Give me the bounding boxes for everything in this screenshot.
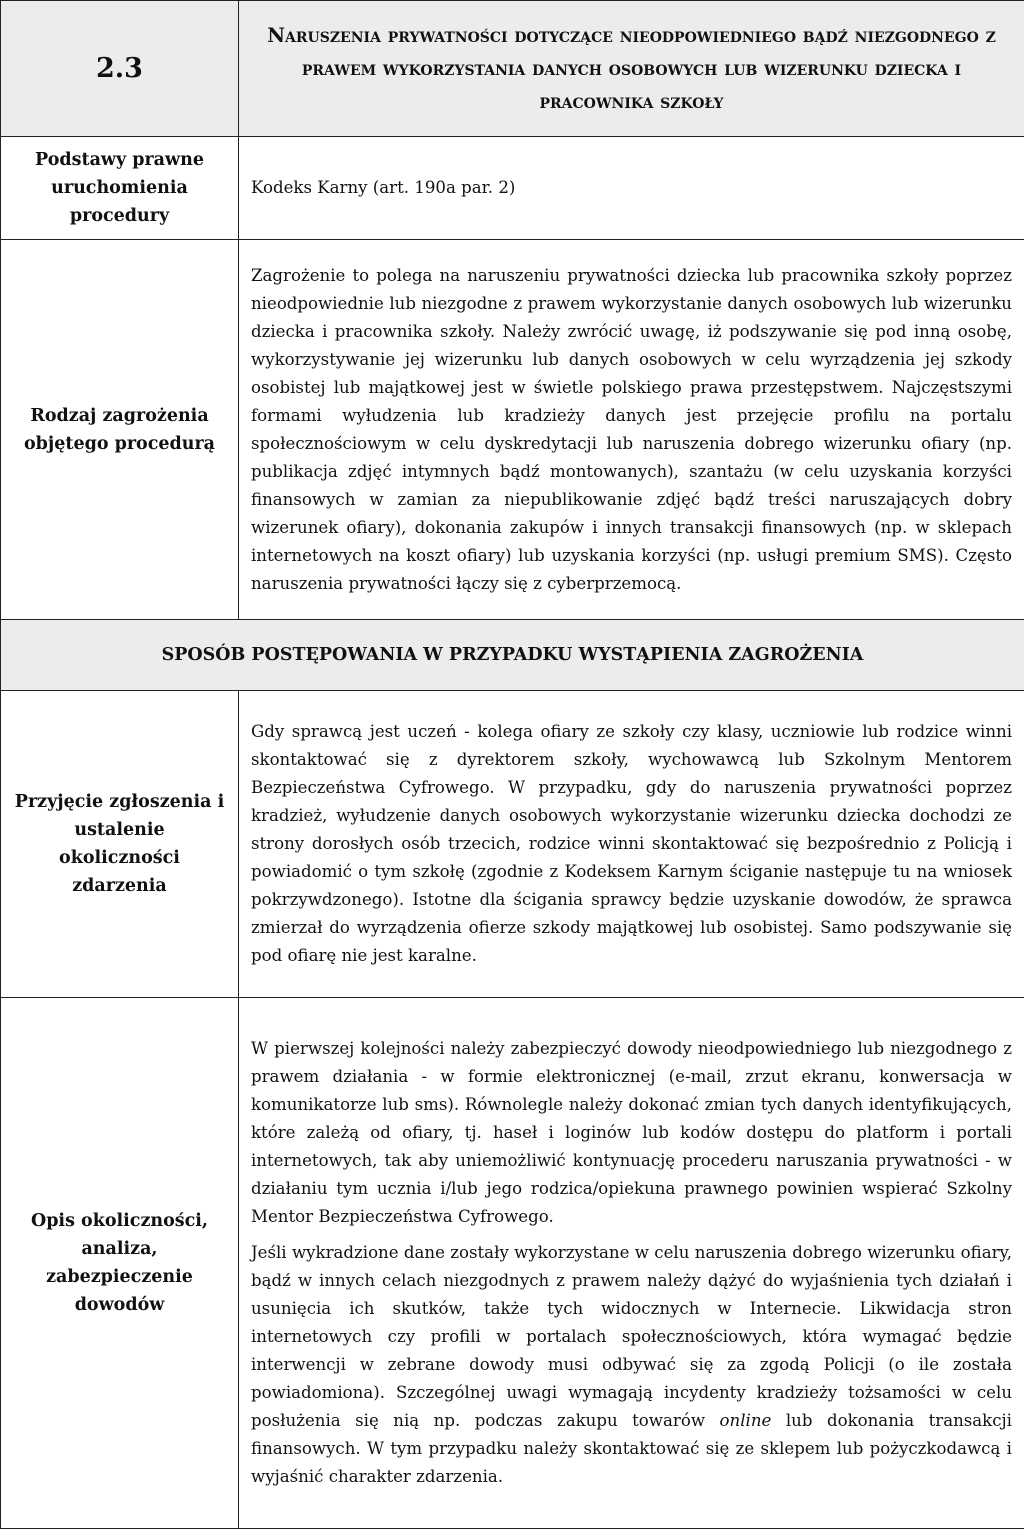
analysis-paragraph-1: W pierwszej kolejności należy zabezpieczyć dowody nieodpowiedniego lub niezgodnego z prawem działania - w formie elektronicznej (e-mail, zrzut ekranu, konwersacja w komunikatorze lub sms). Równolegle należy dokonać zmian tych danych identyfikujących, które zależą od ofiary, tj. haseł i loginów lub kodów dostępu do platform i portali internetowych, tak aby uniemożliwić kontynuację procederu naruszania prywatności - w działaniu tym ucznia i/lub jego rodzica/opiekuna prawnego powinien wspierać Szkolny Mentor Bezpieczeństwa Cyfrowego. bbox=[251, 1035, 1012, 1231]
threat-type-label: Rodzaj zagrożenia objętego procedurą bbox=[1, 240, 239, 620]
section-number: 2.3 bbox=[1, 1, 239, 137]
legal-basis-text: Kodeks Karny (art. 190a par. 2) bbox=[239, 137, 1024, 240]
analysis-row bbox=[1, 998, 1024, 1529]
threat-type-row bbox=[1, 240, 1024, 620]
analysis-online-term: online bbox=[720, 1411, 772, 1430]
legal-basis-row bbox=[1, 137, 1024, 240]
legal-basis-label: Podstawy prawne uruchomienia procedury bbox=[1, 137, 239, 240]
header-row bbox=[1, 1, 1024, 137]
analysis-text bbox=[239, 998, 1024, 1529]
section-heading-row bbox=[1, 620, 1024, 691]
report-row bbox=[1, 691, 1024, 998]
analysis-label: Opis okoliczności, analiza, zabezpieczenie dowodów bbox=[1, 998, 239, 1529]
threat-type-text: Zagrożenie to polega na naruszeniu prywatności dziecka lub pracownika szkoły poprzez nieodpowiednie lub niezgodne z prawem wykorzystanie danych osobowych lub wizerunku dziecka i pracownika szkoły. Należy zwrócić uwagę, iż podszywanie się pod inną osobę, wykorzystywanie jej wizerunku lub danych osobowych w celu wyrządzenia jej szkody osobistej lub majątkowej jest w świetle polskiego prawa przestępstwem. Najczęstszymi formami wyłudzenia lub kradzieży danych jest przejęcie profilu na portalu społecznościowym w celu dyskredytacji lub naruszenia dobrego wizerunku ofiary (np. publikacja zdjęć intymnych bądź montowanych), szantażu (w celu uzyskania korzyści finansowych w zamian za niepublikowanie zdjęć bądź treści naruszających dobry wizerunek ofiary), dokonania zakupów i innych transakcji finansowych (np. w sklepach internetowych na koszt ofiary) lub uzyskania korzyści (np. usługi premium SMS). Często naruszenia prywatności łączy się z cyberprzemocą. bbox=[239, 240, 1024, 620]
analysis-paragraph-2-part-2: lub dokonania transakcji finansowych. W tym przypadku należy skontaktować się ze sklepem lub pożyczkodawcą i wyjaśnić charakter zdarzenia. bbox=[251, 1411, 1012, 1486]
analysis-paragraph-2-part-1: Jeśli wykradzione dane zostały wykorzystane w celu naruszenia dobrego wizerunku ofiary, bądź w innych celach niezgodnych z prawem należy dążyć do wyjaśnienia tych działań i usunięcia ich skutków, także tych widocznych w Internecie. Likwidacja stron internetowych czy profili w portalach społecznościowych, która wymagać będzie interwencji w zebrane dowody musi odbywać się za zgodą Policji (o ile została powiadomiona). Szczególnej uwagi wymagają incydenty kradzieży tożsamości w celu posłużenia się nią np. podczas zakupu towarów bbox=[251, 1243, 1012, 1430]
analysis-paragraph-2 bbox=[251, 1239, 1012, 1491]
section-title: Naruszenia prywatności dotyczące nieodpowiedniego bądź niezgodnego z prawem wykorzystania danych osobowych lub wizerunku dziecka i pracownika szkoły bbox=[239, 1, 1024, 137]
procedure-section-heading: SPOSÓB POSTĘPOWANIA W PRZYPADKU WYSTĄPIENIA ZAGROŻENIA bbox=[1, 620, 1024, 691]
report-label: Przyjęcie zgłoszenia i ustalenie okoliczności zdarzenia bbox=[1, 691, 239, 998]
report-text: Gdy sprawcą jest uczeń - kolega ofiary ze szkoły czy klasy, uczniowie lub rodzice winni skontaktować się z dyrektorem szkoły, wychowawcą lub Szkolnym Mentorem Bezpieczeństwa Cyfrowego. W przypadku, gdy do naruszenia prywatności poprzez kradzież, wyłudzenie danych osobowych wykorzystanie wizerunku dziecka dochodzi ze strony dorosłych osób trzecich, rodzice winni skontaktować się bezpośrednio z Policją i powiadomić o tym szkołę (zgodnie z Kodeksem Karnym ściganie następuje tu na wniosek pokrzywdzonego). Istotne dla ścigania sprawcy będzie uzyskanie dowodów, że sprawca zmierzał do wyrządzenia ofierze szkody majątkowej lub osobistej. Samo podszywanie się pod ofiarę nie jest karalne. bbox=[239, 691, 1024, 998]
